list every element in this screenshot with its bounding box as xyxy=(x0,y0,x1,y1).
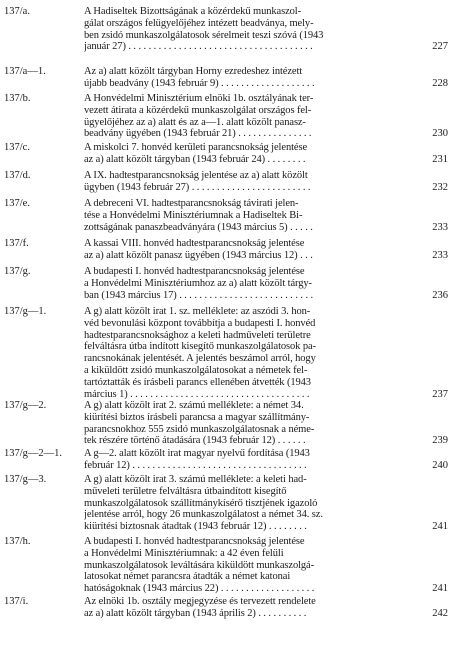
entry-description xyxy=(84,306,414,400)
entry-text-line: kiürítési biztos írásbeli parancsa a magyar szállítmány- xyxy=(84,411,310,423)
entry-description xyxy=(84,6,414,53)
entry-text-line: felváltásra útba indított kisegítő munkaszolgálatosok pa- xyxy=(84,341,316,353)
entry-text-line: tek részére történő átadására (1943 február 12) . . . . . . xyxy=(84,435,306,447)
entry-text-line: a Honvédelmi Minisztériumhoz az a) alatt közölt tárgy- xyxy=(84,277,312,289)
entry-text-line: ügyelőjéhez az a) alatt és az a—1. alatt közölt panasz- xyxy=(84,116,306,128)
page-number: 232 xyxy=(432,181,448,193)
entry-description xyxy=(84,596,414,620)
entry-text-line: az a) alatt közölt tárgyban (1943 április 2) . . . . . . . . . . xyxy=(84,607,307,619)
entry-text-line: az a) alatt közölt panasz ügyében (1943 március 12) . . . xyxy=(84,249,313,261)
page-number: 241 xyxy=(432,521,448,533)
entry-text-line: hatóságoknak (1943 március 22) . . . . . . . . . . . . . . . . . . . xyxy=(84,583,315,595)
entry-text-line: A g) alatt közölt irat 3. számú melléklete: a keleti had- xyxy=(84,474,307,485)
entry-text-line: tése a Honvédelmi Minisztériumnak a Hadiseltek Bi- xyxy=(84,209,303,221)
entry-text-line: február 12) . . . . . . . . . . . . . . . . . . . . . . . . . . . . . . . . . . . xyxy=(84,459,307,471)
entry-text-line: ban (1943 március 17) . . . . . . . . . . . . . . . . . . . . . . . . . . . xyxy=(84,289,314,301)
entry-text-line: parancsnokhoz 555 zsidó munkaszolgálatosnak a néme- xyxy=(84,423,315,435)
entry-description xyxy=(84,93,414,140)
entry-text-line: újabb beadvány (1943 február 9) . . . . . . . . . . . . . . . . . . . xyxy=(84,77,315,89)
entry-number: 137/a. xyxy=(4,6,30,17)
entry-text-line: január 27) . . . . . . . . . . . . . . . . . . . . . . . . . . . . . . . . . . . . . xyxy=(84,41,313,53)
entry-text-line: zottságának panaszbeadványára (1943 március 5) . . . . . xyxy=(84,221,313,233)
entry-text-line: gálat országos felügyelőjéhez intézett beadványa, mely- xyxy=(84,17,314,29)
entry-number: 137/c. xyxy=(4,142,30,153)
entry-text-line: az a) alatt közölt tárgyban (1943 február 24) . . . . . . . . xyxy=(84,153,306,165)
entry-description xyxy=(84,448,414,472)
page-number: 228 xyxy=(432,77,448,89)
entry-text-line: A miskolci 7. honvéd kerületi parancsnokság jelentése xyxy=(84,142,308,153)
entry-text-line: ügyben (1943 február 27) . . . . . . . . . . . . . . . . . . . . . . . . xyxy=(84,181,311,193)
page-number: 241 xyxy=(432,583,448,595)
entry-number: 137/b. xyxy=(4,93,31,104)
entry-text-line: rancsnokának jelentését. A jelentés beszámol arról, hogy xyxy=(84,353,316,365)
entry-text-line: A Honvédelmi Minisztérium elnöki 1b. osztályának ter- xyxy=(84,93,314,104)
entry-description xyxy=(84,266,414,301)
entry-description xyxy=(84,536,414,595)
entry-text-line: A kassai VIII. honvéd hadtestparancsnokság jelentése xyxy=(84,238,305,249)
entry-text-line: A g) alatt közölt irat 1. sz. melléklete: az aszódi 3. hon- xyxy=(84,306,311,317)
entry-text-line: ben zsidó munkaszolgálatosok sérelmeit teszi szóvá (1943 xyxy=(84,29,324,41)
entry-text-line: A IX. hadtestparancsnokság jelentése az a) alatt közölt xyxy=(84,170,308,181)
entry-number: 137/a—1. xyxy=(4,66,46,77)
entry-text-line: latosokat német parancsra átadták a német katonai xyxy=(84,571,291,583)
entry-text-line: A debreceni VI. hadtestparancsnokság távirati jelen- xyxy=(84,198,299,209)
entry-description xyxy=(84,238,414,262)
entry-text-line: beadvány ügyében (1943 február 21) . . . . . . . . . . . . . . . xyxy=(84,128,312,140)
page-number: 236 xyxy=(432,289,448,301)
page-number: 233 xyxy=(432,249,448,261)
entry-text-line: a kiküldött zsidó munkaszolgálatosokat a németek fel- xyxy=(84,364,308,376)
entry-text-line: tartóztatták és írásbeli parancs ellenében átvették (1943 xyxy=(84,376,311,388)
entry-description xyxy=(84,66,414,90)
page-number: 237 xyxy=(432,388,448,400)
entry-description xyxy=(84,170,414,194)
page-number: 242 xyxy=(432,607,448,619)
entry-text-line: munkaszolgálatosok szállítmánykísérő tisztjének igazoló xyxy=(84,497,318,509)
entry-text-line: március 1) . . . . . . . . . . . . . . . . . . . . . . . . . . . . . . . . . . . . xyxy=(84,388,310,400)
entry-number: 137/g—2—1. xyxy=(4,448,63,459)
entry-text-line: a Honvédelmi Minisztériumnak: a 42 éven felüli xyxy=(84,547,284,559)
entry-number: 137/i. xyxy=(4,596,29,607)
entry-text-line: A Hadiseltek Bizottságának a közérdekű munkaszol- xyxy=(84,6,301,17)
entry-text-line: kiürítési biztosnak átadtak (1943 február 12) . . . . . . . . xyxy=(84,521,307,533)
entry-text-line: A budapesti I. honvéd hadtestparancsnokság jelentése xyxy=(84,266,305,277)
page-number: 239 xyxy=(432,435,448,447)
page-number: 233 xyxy=(432,221,448,233)
entry-text-line: jelentése arról, hogy 26 munkaszolgálatost a német 34. sz. xyxy=(84,509,323,521)
page-number: 230 xyxy=(432,128,448,140)
entry-number: 137/f. xyxy=(4,238,29,249)
entry-text-line: A g—2. alatt közölt irat magyar nyelvű fordítása (1943 xyxy=(84,448,310,459)
entry-text-line: hadtestparancsnoksághoz a keleti hadműveleti területre xyxy=(84,329,311,341)
entry-number: 137/g—1. xyxy=(4,306,47,317)
page-number: 227 xyxy=(432,41,448,53)
entry-number: 137/g—2. xyxy=(4,400,47,411)
entry-text-line: vezett átirata a közérdekű munkaszolgálat országos fel- xyxy=(84,104,312,116)
entry-description xyxy=(84,142,414,166)
entry-text-line: A budapesti I. honvéd hadtestparancsnokság jelentése xyxy=(84,536,305,547)
entry-text-line: Az elnöki 1b. osztály megjegyzése és tervezett rendelete xyxy=(84,596,316,607)
entry-number: 137/g. xyxy=(4,266,31,277)
entry-text-line: A g) alatt közölt irat 2. számú melléklete: a német 34. xyxy=(84,400,304,411)
entry-number: 137/d. xyxy=(4,170,31,181)
entry-number: 137/e. xyxy=(4,198,30,209)
page-number: 231 xyxy=(432,153,448,165)
entry-description xyxy=(84,474,414,533)
entry-text-line: munkaszolgálatosok leváltására kiküldött munkaszolgá- xyxy=(84,559,315,571)
page-number: 240 xyxy=(432,459,448,471)
entry-text-line: Az a) alatt közölt tárgyban Horny ezredeshez intézett xyxy=(84,66,303,77)
entry-description xyxy=(84,198,414,233)
entry-number: 137/g—3. xyxy=(4,474,47,485)
entry-text-line: műveleti területre felváltásra útbaindított kisegítő xyxy=(84,485,287,497)
entry-description xyxy=(84,400,414,447)
entry-number: 137/h. xyxy=(4,536,31,547)
entry-text-line: véd bevonulási központ továbbítja a budapesti I. honvéd xyxy=(84,317,316,329)
